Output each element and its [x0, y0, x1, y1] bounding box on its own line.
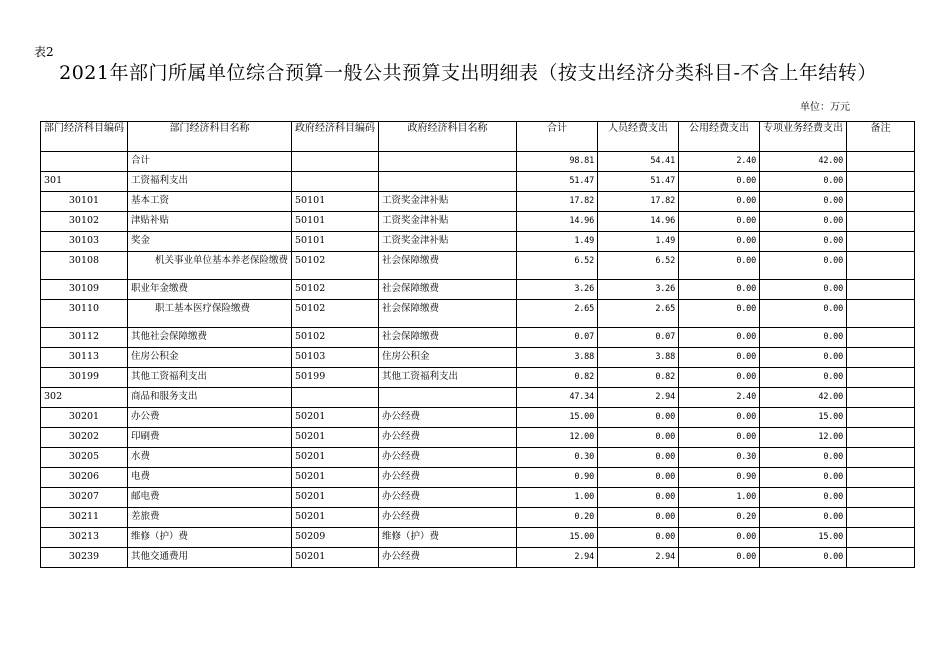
special-cell: 42.00 — [760, 388, 847, 408]
gov-name-cell: 办公经费 — [379, 408, 517, 428]
gov-code-cell: 50201 — [292, 408, 379, 428]
public-cell: 0.00 — [679, 212, 760, 232]
gov-name-cell: 办公经费 — [379, 548, 517, 568]
gov-name-cell — [379, 388, 517, 408]
special-cell: 0.00 — [760, 468, 847, 488]
total-cell: 15.00 — [517, 528, 598, 548]
gov-name-cell: 办公经费 — [379, 428, 517, 448]
total-cell: 1.49 — [517, 232, 598, 252]
note-cell — [847, 508, 915, 528]
public-cell: 0.00 — [679, 192, 760, 212]
gov-code-cell: 50209 — [292, 528, 379, 548]
personnel-cell: 0.00 — [598, 528, 679, 548]
public-cell: 0.00 — [679, 328, 760, 348]
gov-name-cell: 办公经费 — [379, 448, 517, 468]
dept-name-cell: 维修（护）费 — [128, 528, 292, 548]
total-cell: 15.00 — [517, 408, 598, 428]
table-row — [41, 192, 915, 212]
document-title: 2021年部门所属单位综合预算一般公共预算支出明细表（按支出经济分类科目-不含上年结转） — [59, 62, 877, 84]
special-cell: 0.00 — [760, 172, 847, 192]
personnel-cell: 0.00 — [598, 448, 679, 468]
dept-code-cell: 30211 — [41, 508, 128, 528]
total-cell: 51.47 — [517, 172, 598, 192]
dept-code-cell: 30201 — [41, 408, 128, 428]
header-dept-name: 部门经济科目名称 — [128, 122, 292, 152]
public-cell: 0.00 — [679, 368, 760, 388]
header-gov-code: 政府经济科目编码 — [292, 122, 379, 152]
note-cell — [847, 488, 915, 508]
gov-code-cell: 50103 — [292, 348, 379, 368]
dept-name-cell: 津贴补贴 — [128, 212, 292, 232]
personnel-cell: 0.00 — [598, 488, 679, 508]
dept-code-cell: 30110 — [41, 300, 128, 328]
dept-code-cell: 30103 — [41, 232, 128, 252]
dept-name-cell: 其他社会保障缴费 — [128, 328, 292, 348]
header-special: 专项业务经费支出 — [760, 122, 847, 152]
gov-code-cell: 50102 — [292, 300, 379, 328]
total-cell: 98.81 — [517, 152, 598, 172]
header-public: 公用经费支出 — [679, 122, 760, 152]
personnel-cell: 14.96 — [598, 212, 679, 232]
special-cell: 0.00 — [760, 252, 847, 280]
table-row — [41, 508, 915, 528]
note-cell — [847, 428, 915, 448]
note-cell — [847, 328, 915, 348]
table-row — [41, 528, 915, 548]
dept-name-cell: 其他交通费用 — [128, 548, 292, 568]
special-cell: 0.00 — [760, 280, 847, 300]
public-cell: 0.00 — [679, 408, 760, 428]
total-cell: 1.00 — [517, 488, 598, 508]
gov-name-cell: 办公经费 — [379, 488, 517, 508]
dept-name-cell: 差旅费 — [128, 508, 292, 528]
public-cell: 2.40 — [679, 388, 760, 408]
note-cell — [847, 252, 915, 280]
dept-code-cell — [41, 152, 128, 172]
special-cell: 42.00 — [760, 152, 847, 172]
header-total: 合计 — [517, 122, 598, 152]
public-cell: 0.00 — [679, 252, 760, 280]
note-cell — [847, 232, 915, 252]
dept-code-cell: 301 — [41, 172, 128, 192]
special-cell: 0.00 — [760, 488, 847, 508]
gov-name-cell: 工资奖金津补贴 — [379, 212, 517, 232]
gov-name-cell: 社会保障缴费 — [379, 252, 517, 280]
total-cell: 0.90 — [517, 468, 598, 488]
total-cell: 47.34 — [517, 388, 598, 408]
personnel-cell: 2.94 — [598, 548, 679, 568]
table-row — [41, 252, 915, 280]
personnel-cell: 2.94 — [598, 388, 679, 408]
dept-code-cell: 30206 — [41, 468, 128, 488]
personnel-cell: 1.49 — [598, 232, 679, 252]
special-cell: 0.00 — [760, 192, 847, 212]
note-cell — [847, 468, 915, 488]
gov-code-cell: 50201 — [292, 428, 379, 448]
public-cell: 0.00 — [679, 548, 760, 568]
gov-name-cell — [379, 152, 517, 172]
gov-code-cell — [292, 152, 379, 172]
gov-code-cell: 50201 — [292, 448, 379, 468]
dept-code-cell: 30108 — [41, 252, 128, 280]
table-row — [41, 428, 915, 448]
gov-code-cell — [292, 388, 379, 408]
special-cell: 0.00 — [760, 212, 847, 232]
personnel-cell: 0.00 — [598, 428, 679, 448]
table-row — [41, 448, 915, 468]
note-cell — [847, 388, 915, 408]
dept-code-cell: 30239 — [41, 548, 128, 568]
table-row — [41, 468, 915, 488]
table-row — [41, 232, 915, 252]
personnel-cell: 0.07 — [598, 328, 679, 348]
gov-code-cell: 50201 — [292, 508, 379, 528]
gov-name-cell: 工资奖金津补贴 — [379, 192, 517, 212]
total-cell: 3.26 — [517, 280, 598, 300]
total-cell: 6.52 — [517, 252, 598, 280]
total-cell: 0.30 — [517, 448, 598, 468]
dept-code-cell: 30102 — [41, 212, 128, 232]
total-cell: 0.07 — [517, 328, 598, 348]
gov-code-cell: 50201 — [292, 488, 379, 508]
total-cell: 17.82 — [517, 192, 598, 212]
special-cell: 12.00 — [760, 428, 847, 448]
table-row — [41, 348, 915, 368]
public-cell: 0.00 — [679, 528, 760, 548]
dept-code-cell: 30112 — [41, 328, 128, 348]
gov-code-cell — [292, 172, 379, 192]
table-row — [41, 212, 915, 232]
dept-name-cell: 工资福利支出 — [128, 172, 292, 192]
note-cell — [847, 448, 915, 468]
dept-name-cell: 其他工资福利支出 — [128, 368, 292, 388]
table-number-label: 表2 — [34, 45, 54, 59]
public-cell: 0.00 — [679, 300, 760, 328]
public-cell: 0.90 — [679, 468, 760, 488]
note-cell — [847, 152, 915, 172]
total-cell: 0.82 — [517, 368, 598, 388]
note-cell — [847, 348, 915, 368]
total-cell: 2.94 — [517, 548, 598, 568]
special-cell: 0.00 — [760, 328, 847, 348]
special-cell: 0.00 — [760, 232, 847, 252]
gov-name-cell: 维修（护）费 — [379, 528, 517, 548]
header-gov-name: 政府经济科目名称 — [379, 122, 517, 152]
gov-name-cell: 社会保障缴费 — [379, 300, 517, 328]
dept-code-cell: 30109 — [41, 280, 128, 300]
dept-name-cell: 基本工资 — [128, 192, 292, 212]
personnel-cell: 51.47 — [598, 172, 679, 192]
personnel-cell: 0.00 — [598, 468, 679, 488]
gov-name-cell: 社会保障缴费 — [379, 280, 517, 300]
gov-code-cell: 50201 — [292, 468, 379, 488]
personnel-cell: 17.82 — [598, 192, 679, 212]
table-row — [41, 408, 915, 428]
dept-code-cell: 30113 — [41, 348, 128, 368]
special-cell: 15.00 — [760, 528, 847, 548]
personnel-cell: 3.88 — [598, 348, 679, 368]
gov-name-cell: 工资奖金津补贴 — [379, 232, 517, 252]
special-cell: 15.00 — [760, 408, 847, 428]
dept-code-cell: 30199 — [41, 368, 128, 388]
dept-name-cell: 奖金 — [128, 232, 292, 252]
table-row — [41, 488, 915, 508]
note-cell — [847, 172, 915, 192]
gov-code-cell: 50199 — [292, 368, 379, 388]
dept-name-cell: 职业年金缴费 — [128, 280, 292, 300]
table-row — [41, 328, 915, 348]
public-cell: 0.00 — [679, 172, 760, 192]
special-cell: 0.00 — [760, 368, 847, 388]
table-row — [41, 368, 915, 388]
note-cell — [847, 548, 915, 568]
dept-code-cell: 302 — [41, 388, 128, 408]
special-cell: 0.00 — [760, 448, 847, 468]
dept-code-cell: 30202 — [41, 428, 128, 448]
header-row — [41, 122, 915, 152]
total-cell: 3.88 — [517, 348, 598, 368]
unit-label: 单位：万元 — [800, 102, 850, 113]
public-cell: 0.20 — [679, 508, 760, 528]
dept-name-cell: 商品和服务支出 — [128, 388, 292, 408]
gov-name-cell: 办公经费 — [379, 508, 517, 528]
public-cell: 1.00 — [679, 488, 760, 508]
public-cell: 0.00 — [679, 232, 760, 252]
header-dept-code: 部门经济科目编码 — [41, 122, 128, 152]
header-personnel: 人员经费支出 — [598, 122, 679, 152]
public-cell: 2.40 — [679, 152, 760, 172]
dept-name-cell: 印刷费 — [128, 428, 292, 448]
dept-code-cell: 30205 — [41, 448, 128, 468]
personnel-cell: 6.52 — [598, 252, 679, 280]
dept-code-cell: 30207 — [41, 488, 128, 508]
gov-name-cell — [379, 172, 517, 192]
dept-name-cell: 机关事业单位基本养老保险缴费 — [128, 252, 292, 280]
special-cell: 0.00 — [760, 508, 847, 528]
personnel-cell: 0.00 — [598, 508, 679, 528]
gov-code-cell: 50101 — [292, 192, 379, 212]
dept-name-cell: 办公费 — [128, 408, 292, 428]
public-cell: 0.00 — [679, 348, 760, 368]
total-cell: 14.96 — [517, 212, 598, 232]
note-cell — [847, 300, 915, 328]
gov-name-cell: 住房公积金 — [379, 348, 517, 368]
table-row — [41, 300, 915, 328]
table-row — [41, 548, 915, 568]
dept-code-cell: 30101 — [41, 192, 128, 212]
personnel-cell: 0.00 — [598, 408, 679, 428]
gov-code-cell: 50101 — [292, 232, 379, 252]
total-cell: 12.00 — [517, 428, 598, 448]
special-cell: 0.00 — [760, 300, 847, 328]
gov-code-cell: 50102 — [292, 328, 379, 348]
gov-name-cell: 社会保障缴费 — [379, 328, 517, 348]
total-cell: 0.20 — [517, 508, 598, 528]
public-cell: 0.30 — [679, 448, 760, 468]
dept-name-cell: 邮电费 — [128, 488, 292, 508]
gov-code-cell: 50201 — [292, 548, 379, 568]
total-cell: 2.65 — [517, 300, 598, 328]
dept-name-cell: 水费 — [128, 448, 292, 468]
table-row — [41, 152, 915, 172]
gov-code-cell: 50102 — [292, 252, 379, 280]
dept-name-cell: 电费 — [128, 468, 292, 488]
note-cell — [847, 408, 915, 428]
personnel-cell: 54.41 — [598, 152, 679, 172]
table-row — [41, 280, 915, 300]
personnel-cell: 0.82 — [598, 368, 679, 388]
table-row — [41, 172, 915, 192]
gov-name-cell: 办公经费 — [379, 468, 517, 488]
public-cell: 0.00 — [679, 280, 760, 300]
budget-expenditure-table — [40, 121, 915, 568]
public-cell: 0.00 — [679, 428, 760, 448]
dept-name-cell: 合计 — [128, 152, 292, 172]
note-cell — [847, 528, 915, 548]
dept-code-cell: 30213 — [41, 528, 128, 548]
gov-name-cell: 其他工资福利支出 — [379, 368, 517, 388]
table-row — [41, 388, 915, 408]
note-cell — [847, 192, 915, 212]
note-cell — [847, 212, 915, 232]
special-cell: 0.00 — [760, 548, 847, 568]
gov-code-cell: 50102 — [292, 280, 379, 300]
dept-name-cell: 住房公积金 — [128, 348, 292, 368]
dept-name-cell: 职工基本医疗保险缴费 — [128, 300, 292, 328]
note-cell — [847, 368, 915, 388]
gov-code-cell: 50101 — [292, 212, 379, 232]
note-cell — [847, 280, 915, 300]
personnel-cell: 2.65 — [598, 300, 679, 328]
special-cell: 0.00 — [760, 348, 847, 368]
personnel-cell: 3.26 — [598, 280, 679, 300]
header-note: 备注 — [847, 122, 915, 152]
